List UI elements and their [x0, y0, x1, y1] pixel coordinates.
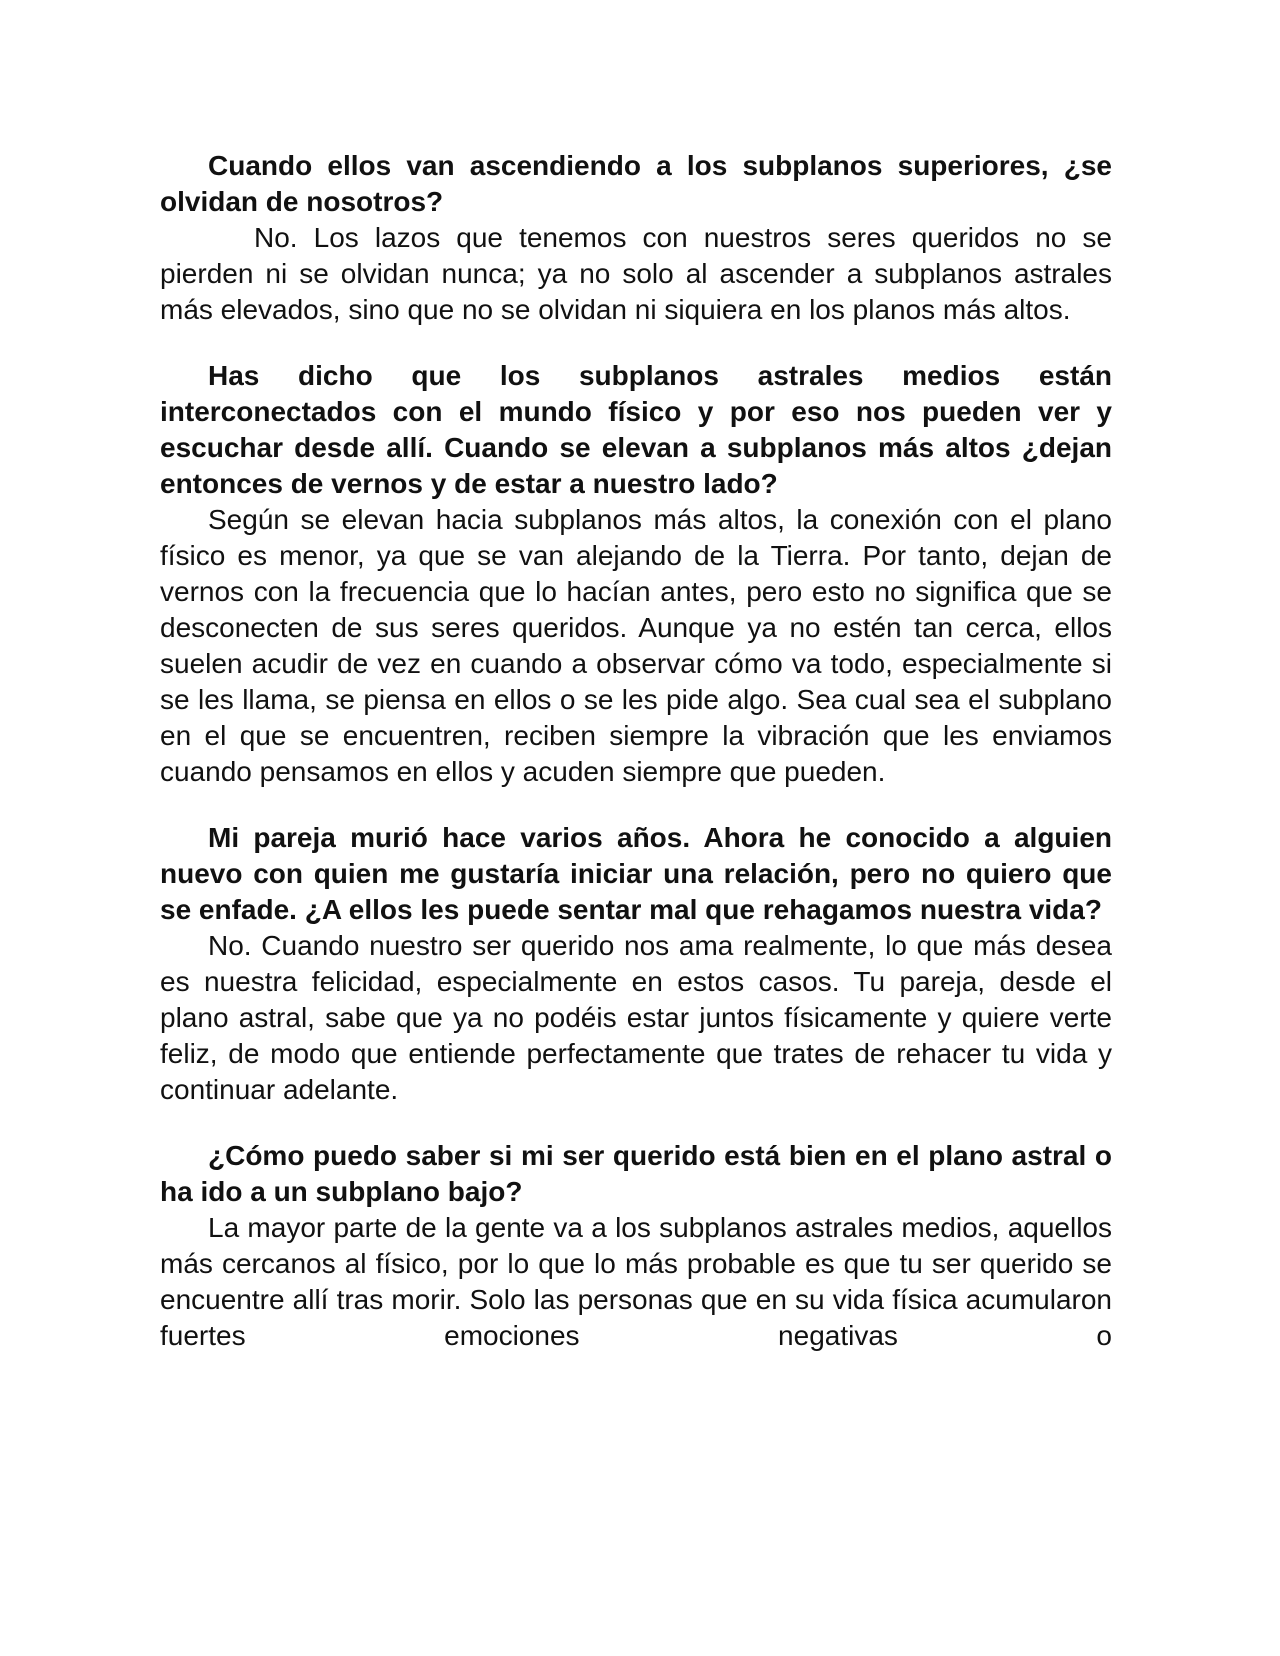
answer-paragraph: Según se elevan hacia subplanos más altos, la conexión con el plano físico es menor, ya que se van alejando de la Tierra. Por tanto, dejan de vernos con la frecuencia que lo hacían antes, pero esto no significa que se desconecten de sus seres queridos. Aunque ya no estén tan cerca, ellos suelen acudir de vez en cuando a observar cómo va todo, especialmente si se les llama, se piensa en ellos o se les pide algo. Sea cual sea el subplano en el que se encuentren, reciben siempre la vibración que les enviamos cuando pensamos en ellos y acuden siempre que pueden. [160, 504, 1112, 787]
qa-section-higher-subplanes [160, 358, 1112, 790]
question-paragraph: Mi pareja murió hace varios años. Ahora he conocido a alguien nuevo con quien me gustaría iniciar una relación, pero no quiero que se enfade. ¿A ellos les puede sentar mal que rehagamos nuestra vida? [160, 822, 1112, 925]
answer-paragraph: La mayor parte de la gente va a los subplanos astrales medios, aquellos más cercanos al físico, por lo que lo más probable es que tu ser querido se encuentre allí tras morir. Solo las personas que en su vida física acumularon fuertes emociones negativas o [160, 1212, 1112, 1351]
answer-paragraph: No. Cuando nuestro ser querido nos ama realmente, lo que más desea es nuestra felicidad, especialmente en estos casos. Tu pareja, desde el plano astral, sabe que ya no podéis estar juntos físicamente y quiere verte feliz, de modo que entiende perfectamente que trates de rehacer tu vida y continuar adelante. [160, 930, 1112, 1105]
qa-section-low-subplane [160, 1138, 1112, 1354]
qa-section-new-relationship [160, 820, 1112, 1108]
answer-paragraph: No. Los lazos que tenemos con nuestros seres queridos no se pierden ni se olvidan nunca; ya no solo al ascender a subplanos astrales más elevados, sino que no se olvidan ni siquiera en los planos más altos. [160, 222, 1112, 325]
qa-section-forget [160, 148, 1112, 328]
question-paragraph: ¿Cómo puedo saber si mi ser querido está bien en el plano astral o ha ido a un subplano bajo? [160, 1140, 1112, 1207]
question-paragraph: Cuando ellos van ascendiendo a los subplanos superiores, ¿se olvidan de nosotros? [160, 150, 1112, 217]
question-paragraph: Has dicho que los subplanos astrales medios están interconectados con el mundo físico y por eso nos pueden ver y escuchar desde allí. Cuando se elevan a subplanos más altos ¿dejan entonces de vernos y de estar a nuestro lado? [160, 360, 1112, 499]
page-body [160, 148, 1112, 1384]
